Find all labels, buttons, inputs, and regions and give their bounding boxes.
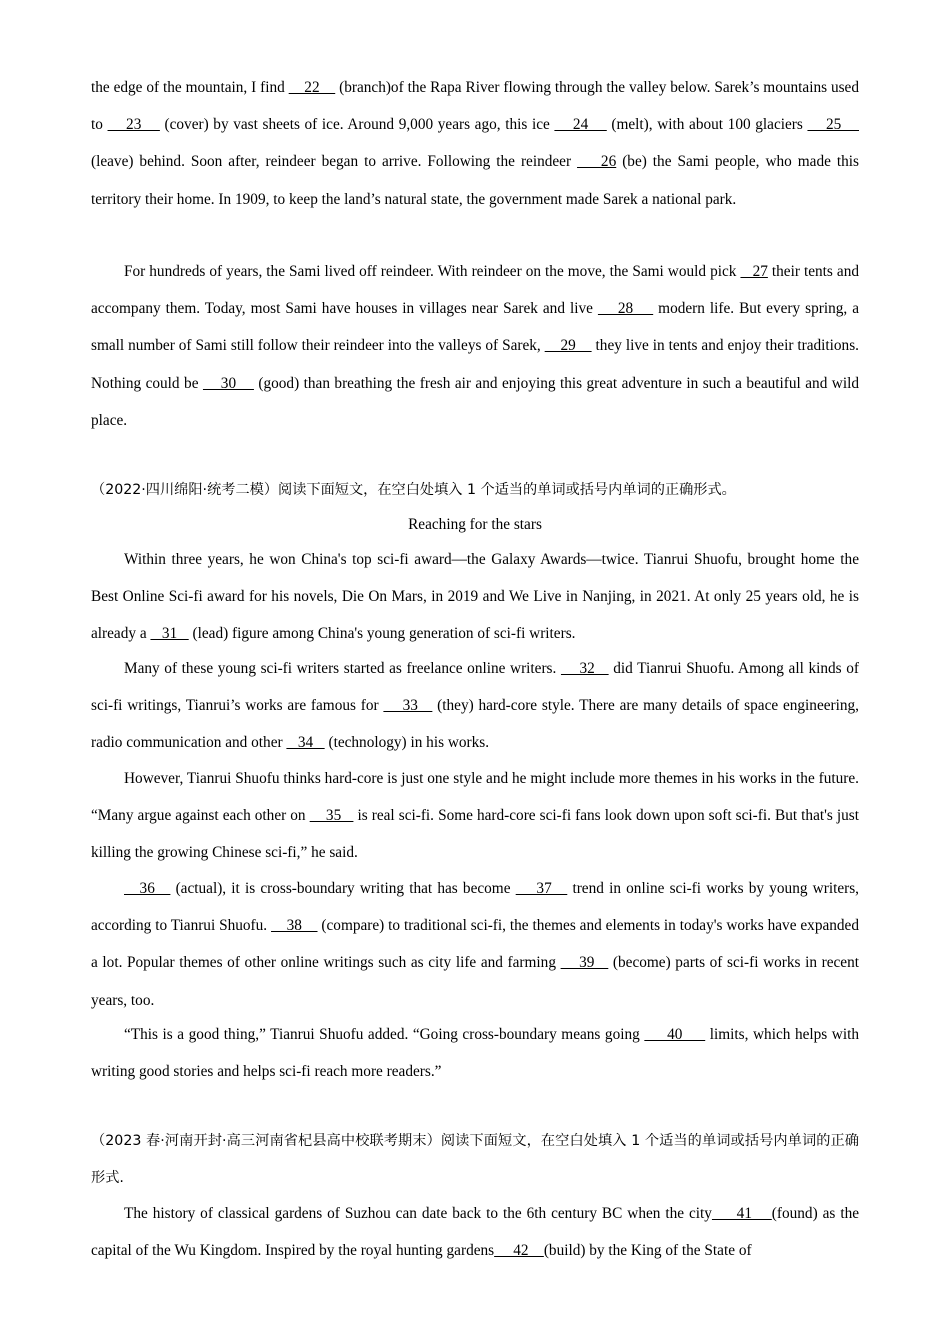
blank-24: 24 bbox=[554, 116, 607, 134]
text-run: (found) as the capital of the Wu Kingdom. Inspired by the royal hunting gardens bbox=[91, 1205, 860, 1260]
passage1-paragraph-2 bbox=[91, 253, 859, 439]
blank-39: 39 bbox=[560, 954, 609, 972]
blank-30: 30 bbox=[202, 374, 254, 392]
text-run: their tents and accompany them. Today, most Sami have houses in villages near Sarek and live bbox=[91, 263, 859, 318]
text-run: Within three years, he won China's top sci-fi award—the Galaxy Awards—twice. Tianrui Shuofu, brought home the Best Online Sci-fi award for his novels, Die On Mars, in 2019 and We Live in Nanjing, in 2021. At only 25 years old, he is already a bbox=[91, 551, 859, 643]
text-run: (compare) to traditional sci-fi, the themes and elements in today's works have expanded a lot. Popular themes of other online writings such as city life and farming bbox=[91, 917, 859, 972]
blank-33: 33 bbox=[383, 697, 433, 715]
section2-instruction: （2022·四川绵阳·统考二模）阅读下面短文，在空白处填入 1 个适当的单词或括号内单词的正确形式。 bbox=[91, 482, 736, 498]
text-run: “This is a good thing,” Tianrui Shuofu added. “Going cross-boundary means going bbox=[124, 1026, 645, 1043]
section2-paragraph-3 bbox=[91, 760, 859, 872]
text-run: For hundreds of years, the Sami lived off reindeer. With reindeer on the move, the Sami would pick bbox=[124, 263, 741, 280]
blank-41: 41 bbox=[711, 1205, 772, 1222]
blank-40: 40 bbox=[644, 1026, 706, 1043]
blank-38: 38 bbox=[271, 917, 318, 935]
blank-35: 35 bbox=[309, 807, 354, 825]
blank-23: 23 bbox=[107, 116, 160, 134]
text-run: (melt), with about 100 glaciers bbox=[606, 116, 808, 134]
text-run: (branch)of the Rapa River flowing through the valley below. Sarek’s mountains used to bbox=[91, 79, 859, 134]
blank-32: 32 bbox=[560, 660, 609, 677]
text-run: the edge of the mountain, I find bbox=[91, 79, 289, 96]
blank-26: 26 bbox=[577, 153, 617, 171]
text-run: did Tianrui Shuofu. Among all kinds of sci-fi writings, Tianrui’s works are famous for bbox=[91, 660, 859, 715]
section3-paragraph-1 bbox=[91, 1195, 859, 1269]
blank-34: 34 bbox=[286, 734, 325, 752]
section2-paragraph-2 bbox=[91, 650, 859, 762]
text-run: (lead) figure among China's young generation of sci-fi writers. bbox=[188, 625, 576, 643]
section2-paragraph-4 bbox=[91, 870, 859, 1019]
blank-37: 37 bbox=[515, 880, 568, 897]
text-run: trend in online sci-fi works by young writers, according to Tianrui Shuofu. bbox=[91, 880, 859, 935]
blank-27: 27 bbox=[740, 263, 768, 280]
blank-31: 31 bbox=[150, 625, 189, 643]
text-run: However, Tianrui Shuofu thinks hard-core is just one style and he might include more themes in his works in the future. “Many argue against each other on bbox=[91, 770, 859, 825]
text-run: limits, which helps with writing good stories and helps sci-fi reach more readers.” bbox=[91, 1026, 859, 1081]
blank-36: 36 bbox=[124, 880, 171, 897]
text-run: (be) the Sami people, who made this territory their home. In 1909, to keep the land’s natural state, the government made Sarek a national park. bbox=[91, 153, 859, 208]
blank-22: 22 bbox=[288, 79, 336, 96]
blank-29: 29 bbox=[544, 337, 592, 355]
text-run: modern life. But every spring, a small number of Sami still follow their reindeer into the valleys of Sarek, bbox=[91, 300, 859, 355]
blank-25: 25 bbox=[807, 116, 859, 134]
text-run: Many of these young sci-fi writers started as freelance online writers. bbox=[124, 660, 561, 677]
text-run: (leave) behind. Soon after, reindeer began to arrive. Following the reindeer bbox=[91, 153, 578, 171]
section3-instruction: （2023 春·河南开封·高三河南省杞县高中校联考期末）阅读下面短文，在空白处填入 1 个适当的单词或括号内单词的正确形式. bbox=[91, 1133, 859, 1187]
text-run: is real sci-fi. Some hard-core sci-fi fans look down upon soft sci-fi. But that's just killing the growing Chinese sci-fi,” he said. bbox=[91, 807, 859, 862]
passage-title: Reaching for the stars bbox=[408, 516, 542, 533]
text-run: The history of classical gardens of Suzhou can date back to the 6th century BC when the city bbox=[124, 1205, 712, 1222]
text-run: (cover) by vast sheets of ice. Around 9,000 years ago, this ice bbox=[159, 116, 555, 134]
section2-paragraph-1 bbox=[91, 541, 859, 653]
text-run: (build) by the King of the State of bbox=[543, 1242, 752, 1260]
blank-28: 28 bbox=[597, 300, 654, 318]
text-run: (they) hard-core style. There are many details of space engineering, radio communication and other bbox=[91, 697, 859, 752]
text-run: (become) parts of sci-fi works in recent years, too. bbox=[91, 954, 859, 1009]
section2-paragraph-5 bbox=[91, 1016, 859, 1090]
text-run: (good) than breathing the fresh air and enjoying this great adventure in such a beautiful and wild place. bbox=[91, 374, 860, 429]
passage1-paragraph-1 bbox=[91, 69, 859, 218]
text-run: they live in tents and enjoy their traditions. Nothing could be bbox=[91, 337, 859, 392]
text-run: (technology) in his works. bbox=[324, 734, 490, 752]
text-run: (actual), it is cross-boundary writing that has become bbox=[170, 880, 516, 897]
blank-42: 42 bbox=[494, 1242, 544, 1260]
